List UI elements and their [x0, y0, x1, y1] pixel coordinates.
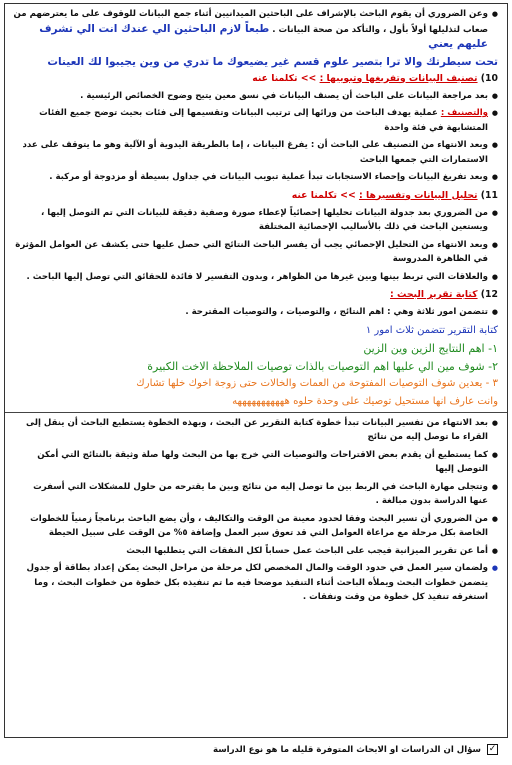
final-item-5: ● أما عن تقرير الميزانية فيجب على الباحث عمل حساباً لكل النفقات التي يتطلبها البحث: [13, 544, 498, 559]
section10-item-2: [13, 106, 498, 135]
section12-heading: [13, 287, 498, 302]
divider: [5, 412, 507, 413]
checkbox[interactable]: ✓: [488, 744, 497, 754]
footer-question: [8, 744, 498, 755]
intro-text: وعن الضروري أن يقوم الباحث بالإشراف على الباحثين الميدانيين أثناء جمع البيانات للوقوف على ما يعترضهم من صعاب لتذليلها أولاً بأول ، والتأكد من صحة البيانات .: [13, 9, 488, 35]
section11-title: تحليل البيانات وتفسيرها :: [359, 189, 478, 201]
intro-note: طبعاً لازم الباحثين الي عندك انت الي تشرف عليهم يعني: [39, 22, 488, 50]
note-green-2: ٢- شوف مين الي عليها اهم التوصيات بالذات توصيات الملاحظة الاخت الكبيرة: [147, 359, 498, 373]
final-item-3: ● وتتجلى مهارة الباحث في الربط بين ما توصل إليه من نتائج وبين ما يقترحه من حلول للمشكلات التي أسفرت عنها الدراسة بدون مبالغة .: [13, 480, 498, 509]
document-frame: [4, 3, 508, 738]
section10-heading: [13, 71, 498, 86]
note-orange-1: ٣ - يعدين شوف التوصيات المفتوحة من العمات والخالات حتى زوجة اخوك خلها تشارك: [136, 377, 498, 389]
note-orange-2: وانت عارف انها مستحيل توصيك على وحدة حلوه هههههههههههه: [232, 395, 498, 407]
intro-paragraph: [13, 7, 498, 53]
section10-number: 10): [480, 72, 498, 84]
section11-item-3: ● والعلاقات التي تربط بينها وبين غيرها من الظواهر ، وبدون التفسير لا فائدة للحقائق التي توصل إليها الباحث .: [13, 270, 498, 285]
section11-item-1: ● من الضروري بعد جدولة البيانات تحليلها إحصائياً لإعطاء صورة وصفية دقيقة للبيانات التي تم التوصل إليها ، ويستعين الباحث في ذلك بالأساليب الإحصائية المختلفة: [13, 206, 498, 235]
intro-note-line2: تحت سيطرتك والا ترا بتصير علوم قسم غير يضيعوك ما تدري من وين يجيبوا لك العينات: [47, 55, 498, 68]
section12-item-1: ● تتضمن امور ثلاثة وهي : اهم النتائج ، والتوصيات ، والتوصيات المقترحة .: [13, 305, 498, 320]
section10-tag: >> تكلمنا عنه: [252, 72, 317, 84]
note-blue: كتابة التقرير تتضمن ثلاث امور ١: [365, 324, 498, 336]
section11-item-2: ● وبعد الانتهاء من التحليل الإحصائي يجب أن يفسر الباحث النتائج التي حصل عليها حتى يكشف عن العوامل المؤثرة في الظاهرة المدروسة: [13, 238, 498, 267]
section10-item-1: ● بعد مراجعة البيانات على الباحث أن يصنف البيانات في نسق معين يتيح وضوح الخصائص الرئيسية .: [13, 89, 498, 104]
section11-number: 11): [480, 189, 498, 201]
final-item-2: ● كما يستطيع أن يقدم بعض الاقتراحات والتوصيات التي خرج بها من البحث ولها صلة وثيقة بالنتائج التي أمكن التوصل إليها: [13, 448, 498, 477]
classification-text: عملية يهدف الباحث من ورائها إلى ترتيب البيانات وتقسيمها إلى فئات بحيث توضح جميع الفئات المتشابهة في فئة واحدة: [39, 108, 488, 133]
section10-title: تصنيف البيانات وتفريغها وتبويبها :: [319, 72, 478, 84]
section10-item-4: ● وبعد تفريغ البيانات وإحصاء الاستجابات تبدأ عملية تبويب البيانات في جداول بسيطة أو مزدوجة أو مركبة .: [13, 170, 498, 185]
section10-item-3: ● وبعد الانتهاء من التصنيف على الباحث أن : يفرغ البيانات ، إما بالطريقة اليدوية أو الآلية وهو ما يتوقف على عدد الاستمارات التي جمعها الباحث: [13, 138, 498, 167]
section11-tag: >> تكلمنا عنه: [291, 189, 356, 201]
classification-label: والتصنيف :: [440, 108, 488, 118]
note-green-1: ١- اهم النتايج الزين وين الزين: [363, 341, 498, 355]
footer-text: سؤال ان الدراسات او الابحاث المتوفرة قليله ما هو نوع الدراسة: [212, 744, 481, 755]
final-item-4: ● من الضروري أن تسير البحث وفقا لحدود معينة من الوقت والتكاليف ، وأن يضع الباحث برنامجاً زمنياً للخطوات الخاصة بكل مرحلة مع مراعاة العوامل التي قد تعوق سير العمل وإضافة ٥% من الوقت على سبيل الحيطة: [13, 512, 498, 541]
section12-title: كتابة تقرير البحث :: [390, 289, 478, 300]
section12-number: 12): [480, 289, 498, 300]
final-item-1: ● بعد الانتهاء من تفسير البيانات تبدأ خطوة كتابة التقرير عن البحث ، وبهذه الخطوة يستطيع الباحث أن ينقل إلى القراء ما توصل إليه من نتائج: [13, 416, 498, 445]
final-item-6: ● ولضمان سير العمل في حدود الوقت والمال المخصص لكل مرحلة من مراحل البحث يمكن إعداد بطاقة أو جدول يتضمن خطوات البحث ويملأه الباحث أثناء التنفيذ موضحا فيه ما تم تنفيذه بكل خطوة من خطوات البحث ، وما استغرقه تنفيذ كل خطوة من وقت ونفقات .: [13, 561, 498, 605]
section11-heading: [13, 188, 498, 203]
